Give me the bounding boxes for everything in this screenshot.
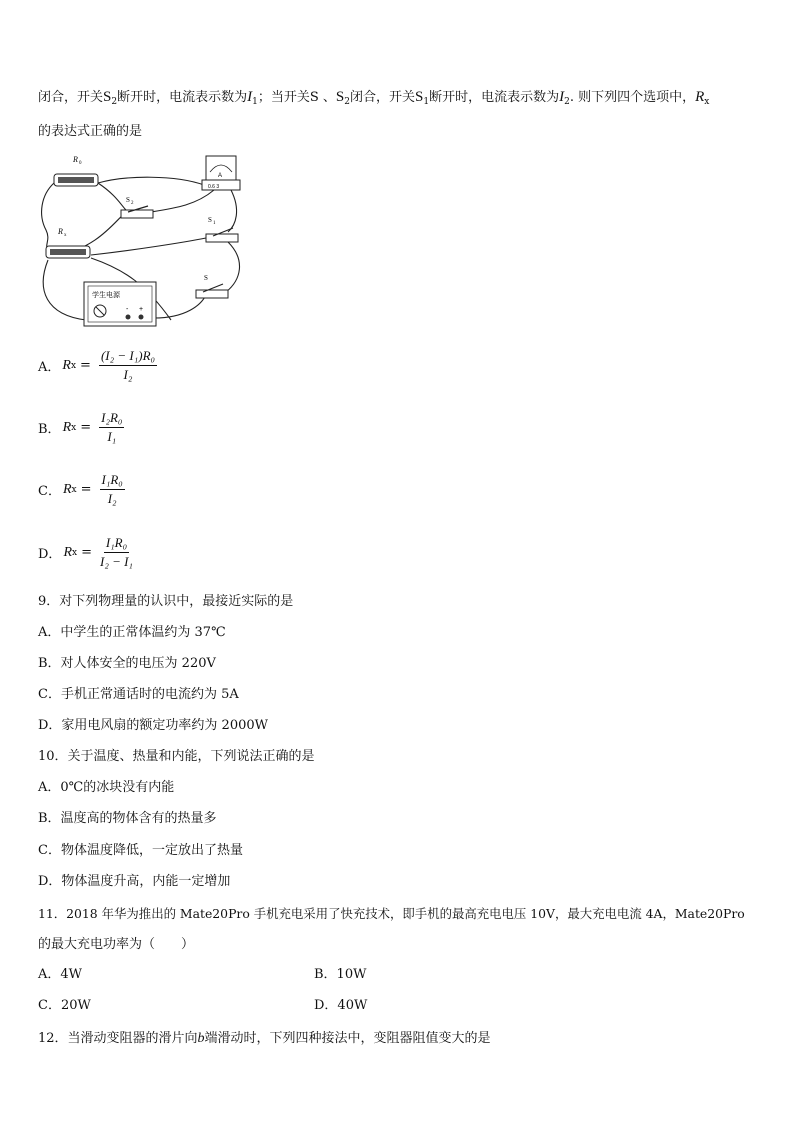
rx-sub: x [64,233,67,238]
q10-option-c[interactable]: C．物体温度降低，一定放出了热量 [38,843,243,858]
option-c-numerator: I₁R₀ [100,472,125,490]
circuit-diagram [36,150,251,335]
q8-stem-line1: 闭合，开关$S_2$断开时，电流表示数为$I_1$；当开关S 、$S_2$闭合，开关$S_1$断开时，电流表示数为$I_2$. 则下列四个选项中，$R_x$ [38,89,710,107]
s2-sub: 2 [131,201,134,206]
q11-option-d[interactable]: D．40W [314,998,368,1013]
switch-s2 [121,196,153,218]
power-minus: - [126,306,129,313]
resistor-rx [46,227,90,258]
r0-label: R [73,155,78,164]
q11-option-a[interactable]: A．4W [38,967,83,982]
q9-option-d[interactable]: D．家用电风扇的额定功率约为 2000W [38,718,269,733]
q8-option-d[interactable]: D． R x = $\frac{\text{I₁R₀}}{\text{I₂ − I₁}}$ [38,535,133,569]
ammeter-scale: 0.6 3 [208,184,220,190]
q10-option-a[interactable]: A．0℃的冰块没有内能 [38,780,175,795]
q11-option-c[interactable]: C．20W [38,998,91,1013]
option-d-numerator: I₁R₀ [104,535,129,553]
option-d-denominator: I₂ − I₁ [99,554,133,569]
q10-option-d[interactable]: D．物体温度升高，内能一定增加 [38,874,231,889]
switch-s [196,274,228,298]
q8-option-c[interactable]: C． R x = $\frac{\text{I₁R₀}}{\text{I₂}}$ [38,472,123,506]
q8-option-b[interactable]: B． R x = $\frac{\text{I₂R₀}}{\text{I₁}}$ [38,410,123,444]
q8-stem-line2: 的表达式正确的是 [38,124,143,139]
option-a-numerator: (I₂ − I₁)R₀ [99,348,157,366]
q9-option-c[interactable]: C．手机正常通话时的电流约为 5A [38,687,239,702]
q9-option-a[interactable]: A．中学生的正常体温约为 37℃ [38,625,226,640]
s1-sub: 1 [213,221,216,226]
q11-option-b[interactable]: B．10W [314,967,367,982]
option-b-numerator: I₂R₀ [99,410,124,428]
q9-stem: 9．对下列物理量的认识中，最接近实际的是 [38,594,294,609]
q9-option-b[interactable]: B．对人体安全的电压为 220V [38,656,216,671]
q10-stem: 10．关于温度、热量和内能，下列说法正确的是 [38,749,315,764]
option-a-denominator: I₂ [123,367,133,382]
resistor-r0 [54,155,98,186]
q10-option-b[interactable]: B．温度高的物体含有的热量多 [38,811,217,826]
power-plus: + [139,306,144,313]
s2-label: S [126,196,130,204]
q8-option-a[interactable]: A． R x = $\frac{\text{(I₂ − I₁)R₀}}{\text{I₂}}$ [38,348,156,382]
s1-label: S [208,216,212,224]
ammeter-label: A [218,173,223,179]
ammeter [202,156,240,190]
power-supply [84,282,156,326]
switch-s1 [206,216,238,242]
rx-label: R [58,227,63,236]
power-label: 学生电源 [92,291,120,299]
q11-stem-line1: 11．2018 年华为推出的 Mate20Pro 手机充电采用了快充技术，即手机的最高充电电压 10V，最大充电电流 4A，Mate20Pro [38,906,745,921]
option-c-denominator: I₂ [107,491,117,506]
r0-sub: 0 [79,161,82,166]
s-label: S [204,274,208,282]
q12-stem: 12．当滑动变阻器的滑片向b端滑动时，下列四种接法中，变阻器阻值变大的是 [38,1031,491,1046]
q11-stem-line2: 的最大充电功率为（ ） [38,937,195,952]
option-b-denominator: I₁ [107,429,117,444]
